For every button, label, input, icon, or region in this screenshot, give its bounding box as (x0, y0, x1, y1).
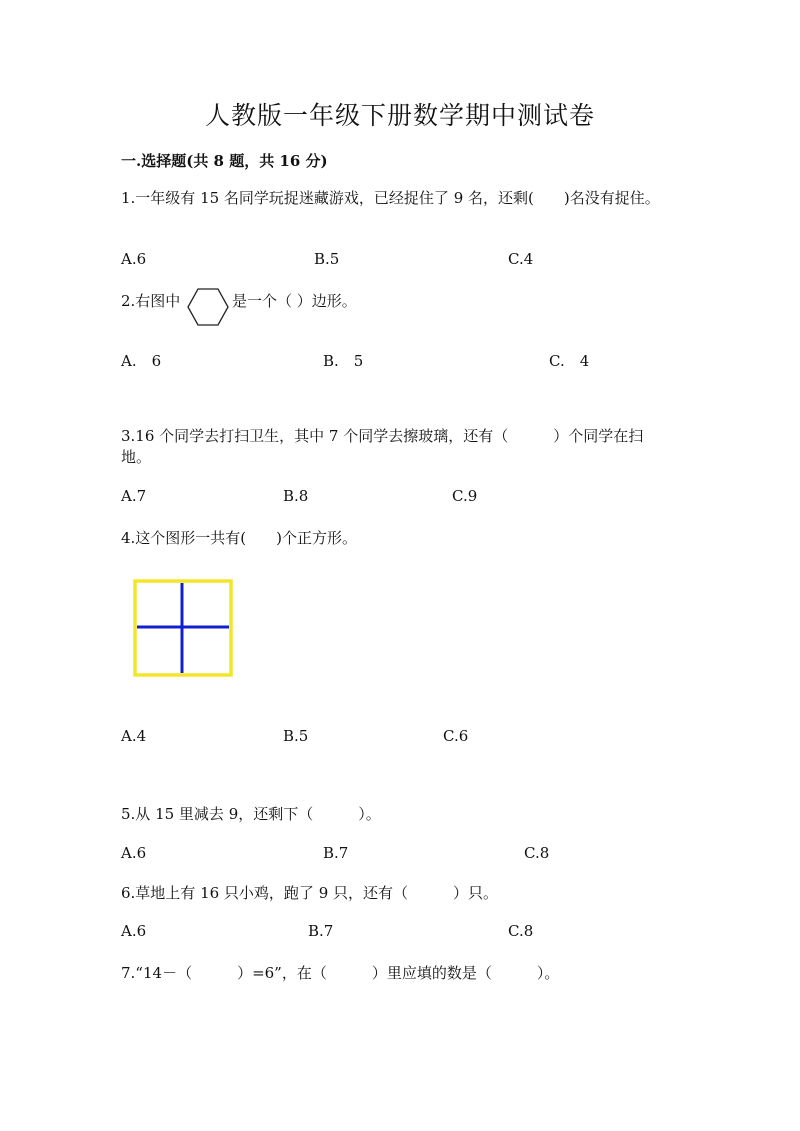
page-title: 人教版一年级下册数学期中测试卷 (204, 101, 595, 130)
q5-option-b: B.7 (323, 844, 349, 862)
q2-option-c: C. 4 (549, 352, 590, 370)
hexagon-shape (188, 289, 228, 325)
q1-option-c: C.4 (508, 250, 534, 268)
q4-option-c: C.6 (443, 727, 469, 745)
question-6: 6.草地上有 16 只小鸡，跑了 9 只，还有（ ）只。 (121, 884, 499, 902)
q5-option-a: A.6 (121, 844, 147, 862)
question-4: 4.这个图形一共有( )个正方形。 (121, 529, 358, 547)
q1-option-a: A.6 (121, 250, 147, 268)
question-7: 7.“14－（ ）=6”，在（ ）里应填的数是（ ）。 (121, 964, 560, 982)
q4-option-a: A.4 (121, 727, 147, 745)
q2-option-a: A. 6 (121, 352, 162, 370)
q3-option-b: B.8 (283, 487, 309, 505)
q1-option-b: B.5 (314, 250, 340, 268)
question-5: 5.从 15 里减去 9，还剩下（ ）。 (121, 805, 381, 823)
section-heading: 一.选择题(共 8 题，共 16 分) (121, 152, 328, 170)
q5-option-c: C.8 (524, 844, 550, 862)
question-3: 3.16 个同学去打扫卫生，其中 7 个同学去擦玻璃，还有（ ）个同学在扫地。 (121, 427, 644, 466)
q6-option-a: A.6 (121, 922, 147, 940)
question-2-before: 2.右图中 (121, 292, 181, 310)
question-2-after: 是一个（ ）边形。 (232, 292, 357, 310)
q6-option-c: C.8 (508, 922, 534, 940)
hexagon-figure (186, 287, 230, 327)
q6-option-b: B.7 (308, 922, 334, 940)
q3-option-c: C.9 (452, 487, 478, 505)
square-grid-figure (133, 579, 233, 677)
q2-option-b: B. 5 (323, 352, 364, 370)
q4-option-b: B.5 (283, 727, 309, 745)
q3-option-a: A.7 (121, 487, 147, 505)
question-1: 1.一年级有 15 名同学玩捉迷藏游戏，已经捉住了 9 名，还剩( )名没有捉住。 (121, 189, 660, 207)
